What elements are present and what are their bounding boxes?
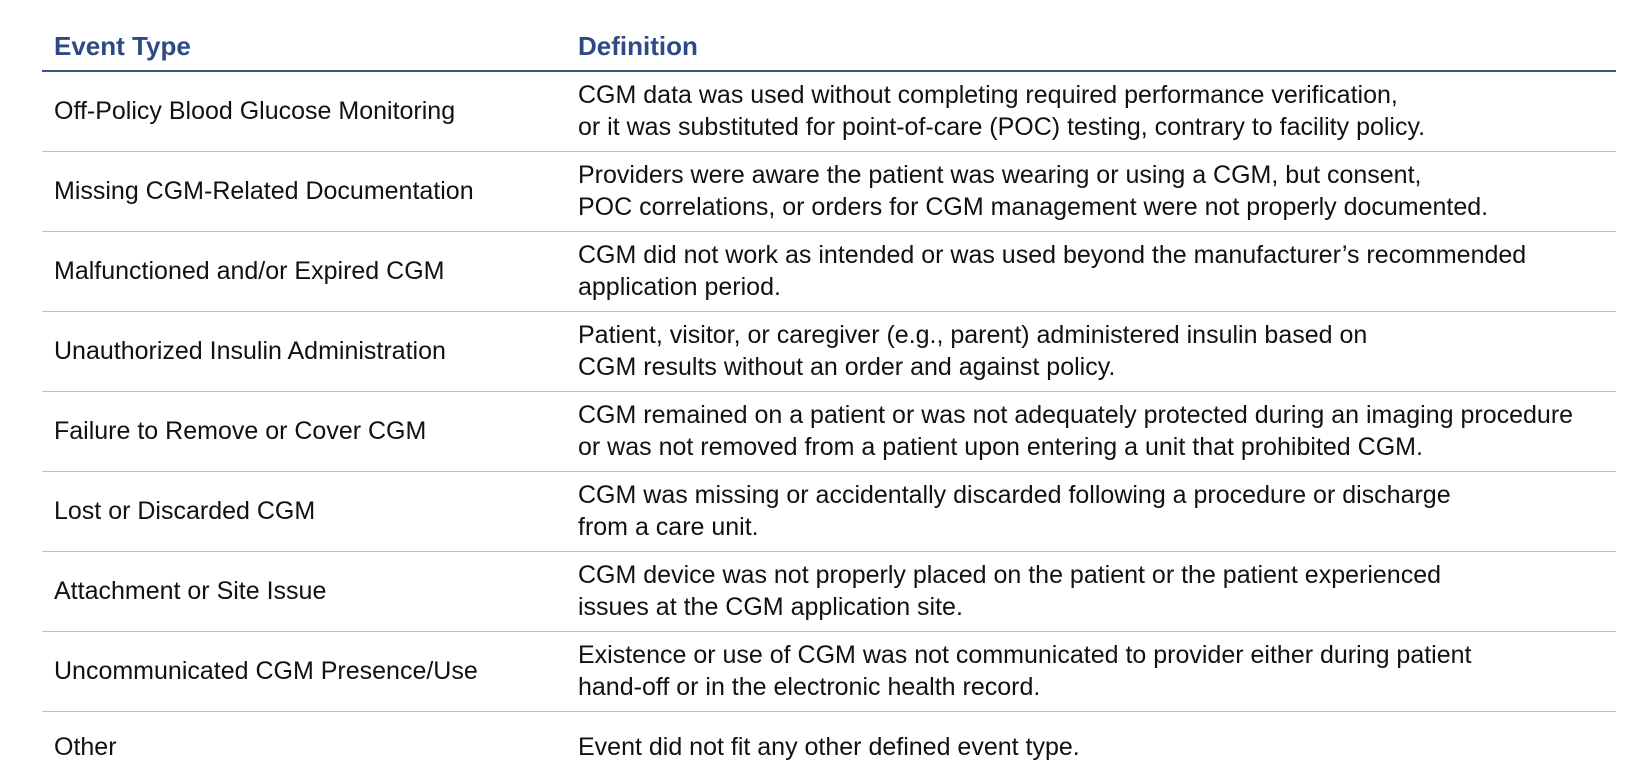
table-row [42, 712, 1616, 782]
event-type-cell: Malfunctioned and/or Expired CGM [42, 232, 566, 312]
event-type-cell: Lost or Discarded CGM [42, 472, 566, 552]
definition-cell [566, 152, 1616, 232]
event-type-cell: Other [42, 712, 566, 782]
definition-cell [566, 552, 1616, 632]
definition-line: CGM did not work as intended or was used beyond the manufacturer’s recommended [578, 239, 1616, 271]
definition-line: Providers were aware the patient was wearing or using a CGM, but consent, [578, 159, 1616, 191]
table-row [42, 632, 1616, 712]
definition-line: CGM was missing or accidentally discarded following a procedure or discharge [578, 479, 1616, 511]
table-row [42, 232, 1616, 312]
event-type-cell: Attachment or Site Issue [42, 552, 566, 632]
definition-line: Event did not fit any other defined event type. [578, 731, 1616, 763]
definition-line: or it was substituted for point-of-care (POC) testing, contrary to facility policy. [578, 111, 1616, 143]
event-type-table [42, 24, 1616, 782]
event-type-cell: Off-Policy Blood Glucose Monitoring [42, 71, 566, 152]
event-type-cell: Missing CGM-Related Documentation [42, 152, 566, 232]
definition-line: CGM data was used without completing required performance verification, [578, 79, 1616, 111]
definition-cell [566, 71, 1616, 152]
definition-line: POC correlations, or orders for CGM management were not properly documented. [578, 191, 1616, 223]
column-header-definition: Definition [566, 24, 1616, 71]
definition-line: Patient, visitor, or caregiver (e.g., parent) administered insulin based on [578, 319, 1616, 351]
table-header [42, 24, 1616, 71]
header-row [42, 24, 1616, 71]
definition-line: issues at the CGM application site. [578, 591, 1616, 623]
event-type-table-container [42, 24, 1616, 782]
definition-cell [566, 392, 1616, 472]
definition-cell [566, 472, 1616, 552]
definition-cell [566, 712, 1616, 782]
definition-cell [566, 312, 1616, 392]
definition-line: CGM remained on a patient or was not adequately protected during an imaging procedure [578, 399, 1616, 431]
table-row [42, 472, 1616, 552]
column-header-event-type: Event Type [42, 24, 566, 71]
table-row [42, 71, 1616, 152]
table-row [42, 152, 1616, 232]
definition-cell [566, 232, 1616, 312]
definition-line: or was not removed from a patient upon entering a unit that prohibited CGM. [578, 431, 1616, 463]
definition-line: Existence or use of CGM was not communicated to provider either during patient [578, 639, 1616, 671]
table-row [42, 392, 1616, 472]
event-type-cell: Unauthorized Insulin Administration [42, 312, 566, 392]
definition-line: CGM results without an order and against policy. [578, 351, 1616, 383]
definition-cell [566, 632, 1616, 712]
table-row [42, 552, 1616, 632]
definition-line: hand-off or in the electronic health record. [578, 671, 1616, 703]
event-type-cell: Failure to Remove or Cover CGM [42, 392, 566, 472]
event-type-cell: Uncommunicated CGM Presence/Use [42, 632, 566, 712]
definition-line: application period. [578, 271, 1616, 303]
definition-line: CGM device was not properly placed on the patient or the patient experienced [578, 559, 1616, 591]
definition-line: from a care unit. [578, 511, 1616, 543]
table-body [42, 71, 1616, 782]
table-row [42, 312, 1616, 392]
